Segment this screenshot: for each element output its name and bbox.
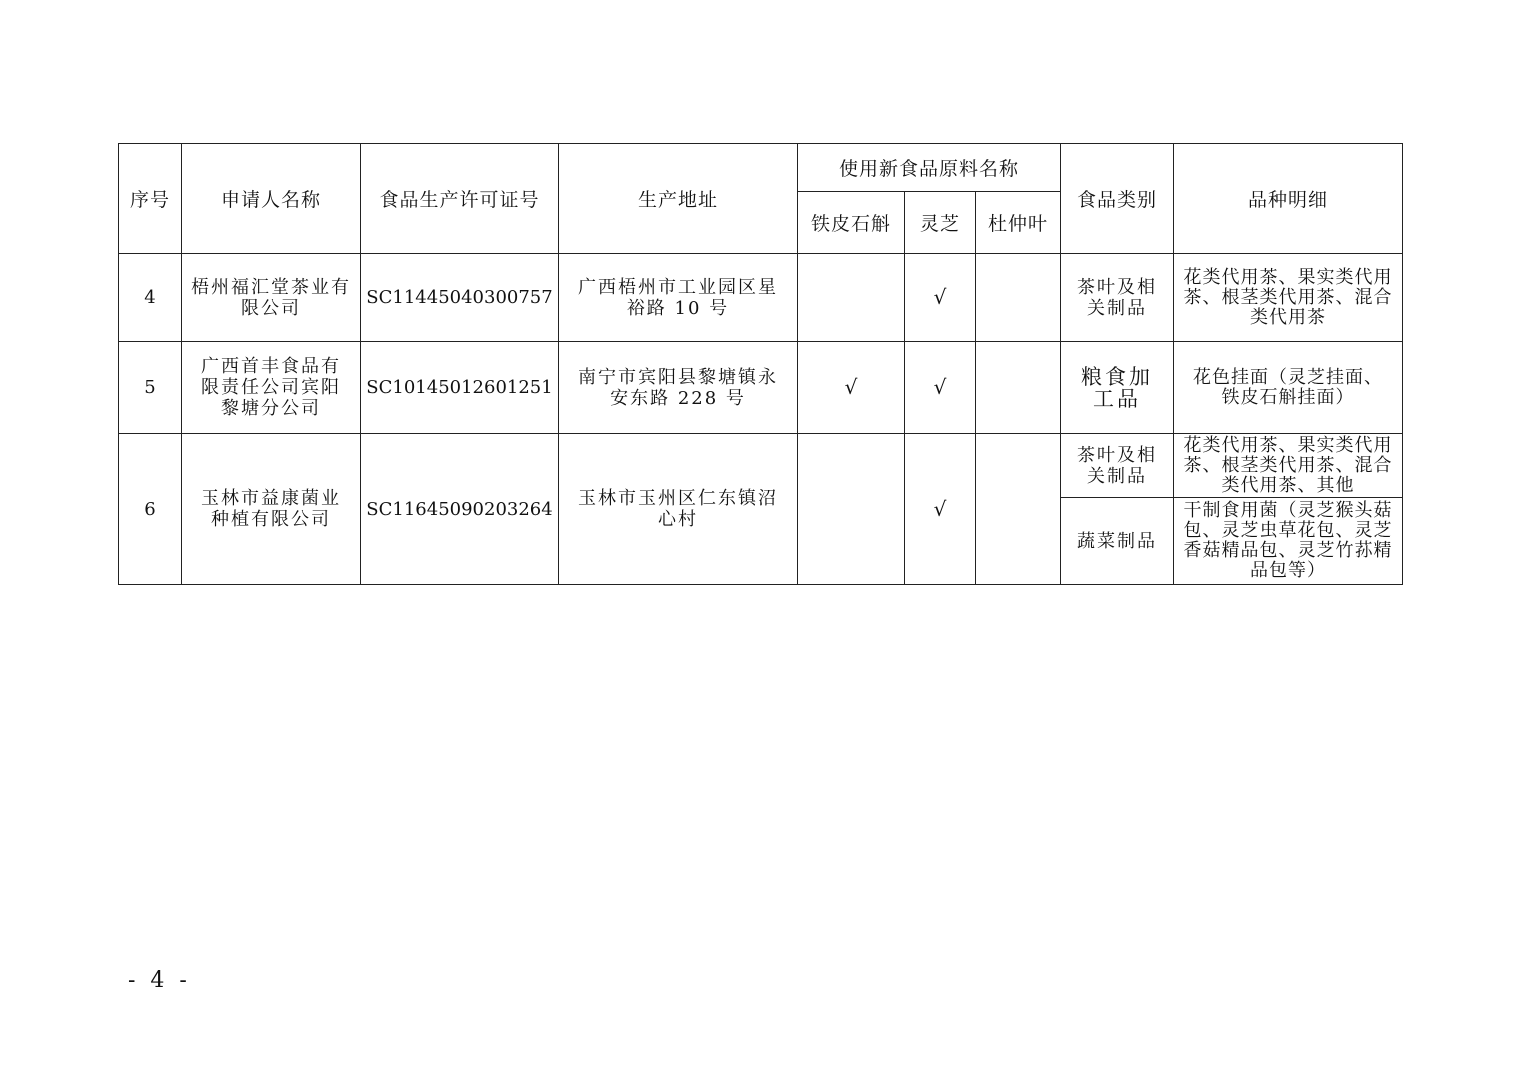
header-material-lingzhi: 灵芝 xyxy=(905,192,976,254)
cell-address: 广西梧州市工业园区星裕路 10 号 xyxy=(559,254,798,342)
cell-seq: 4 xyxy=(119,254,182,342)
cell-applicant: 广西首丰食品有限责任公司宾阳黎塘分公司 xyxy=(182,342,361,434)
cell-m3 xyxy=(976,254,1061,342)
cell-m1: √ xyxy=(798,342,905,434)
registration-table xyxy=(118,143,1403,585)
cell-detail: 花类代用茶、果实类代用茶、根茎类代用茶、混合类代用茶、其他 xyxy=(1174,434,1403,498)
page-number: - 4 - xyxy=(128,968,191,993)
header-material-eucommia: 杜仲叶 xyxy=(976,192,1061,254)
cell-detail: 花色挂面（灵芝挂面、铁皮石斛挂面） xyxy=(1174,342,1403,434)
cell-m2: √ xyxy=(905,342,976,434)
header-material-dendrobium: 铁皮石斛 xyxy=(798,192,905,254)
cell-detail: 花类代用茶、果实类代用茶、根茎类代用茶、混合类代用茶 xyxy=(1174,254,1403,342)
cell-m3 xyxy=(976,434,1061,585)
cell-category: 粮食加工品 xyxy=(1061,342,1174,434)
header-applicant: 申请人名称 xyxy=(182,144,361,254)
cell-m3 xyxy=(976,342,1061,434)
cell-category: 茶叶及相关制品 xyxy=(1061,434,1174,498)
cell-m2: √ xyxy=(905,434,976,585)
cell-m2: √ xyxy=(905,254,976,342)
table-row xyxy=(119,342,1403,434)
header-detail: 品种明细 xyxy=(1174,144,1403,254)
table-row xyxy=(119,254,1403,342)
cell-license: SC11645090203264 xyxy=(361,434,559,585)
cell-seq: 6 xyxy=(119,434,182,585)
cell-category: 蔬菜制品 xyxy=(1061,498,1174,585)
header-address: 生产地址 xyxy=(559,144,798,254)
header-license: 食品生产许可证号 xyxy=(361,144,559,254)
cell-seq: 5 xyxy=(119,342,182,434)
cell-license: SC10145012601251 xyxy=(361,342,559,434)
cell-address: 玉林市玉州区仁东镇沼心村 xyxy=(559,434,798,585)
header-category: 食品类别 xyxy=(1061,144,1174,254)
cell-category: 茶叶及相关制品 xyxy=(1061,254,1174,342)
cell-applicant: 梧州福汇堂茶业有限公司 xyxy=(182,254,361,342)
header-material-group: 使用新食品原料名称 xyxy=(798,144,1061,192)
cell-m1 xyxy=(798,434,905,585)
cell-applicant: 玉林市益康菌业种植有限公司 xyxy=(182,434,361,585)
cell-license: SC11445040300757 xyxy=(361,254,559,342)
table-row xyxy=(119,434,1403,498)
cell-m1 xyxy=(798,254,905,342)
header-seq: 序号 xyxy=(119,144,182,254)
cell-detail: 干制食用菌（灵芝猴头菇包、灵芝虫草花包、灵芝香菇精品包、灵芝竹荪精品包等） xyxy=(1174,498,1403,585)
cell-address: 南宁市宾阳县黎塘镇永安东路 228 号 xyxy=(559,342,798,434)
